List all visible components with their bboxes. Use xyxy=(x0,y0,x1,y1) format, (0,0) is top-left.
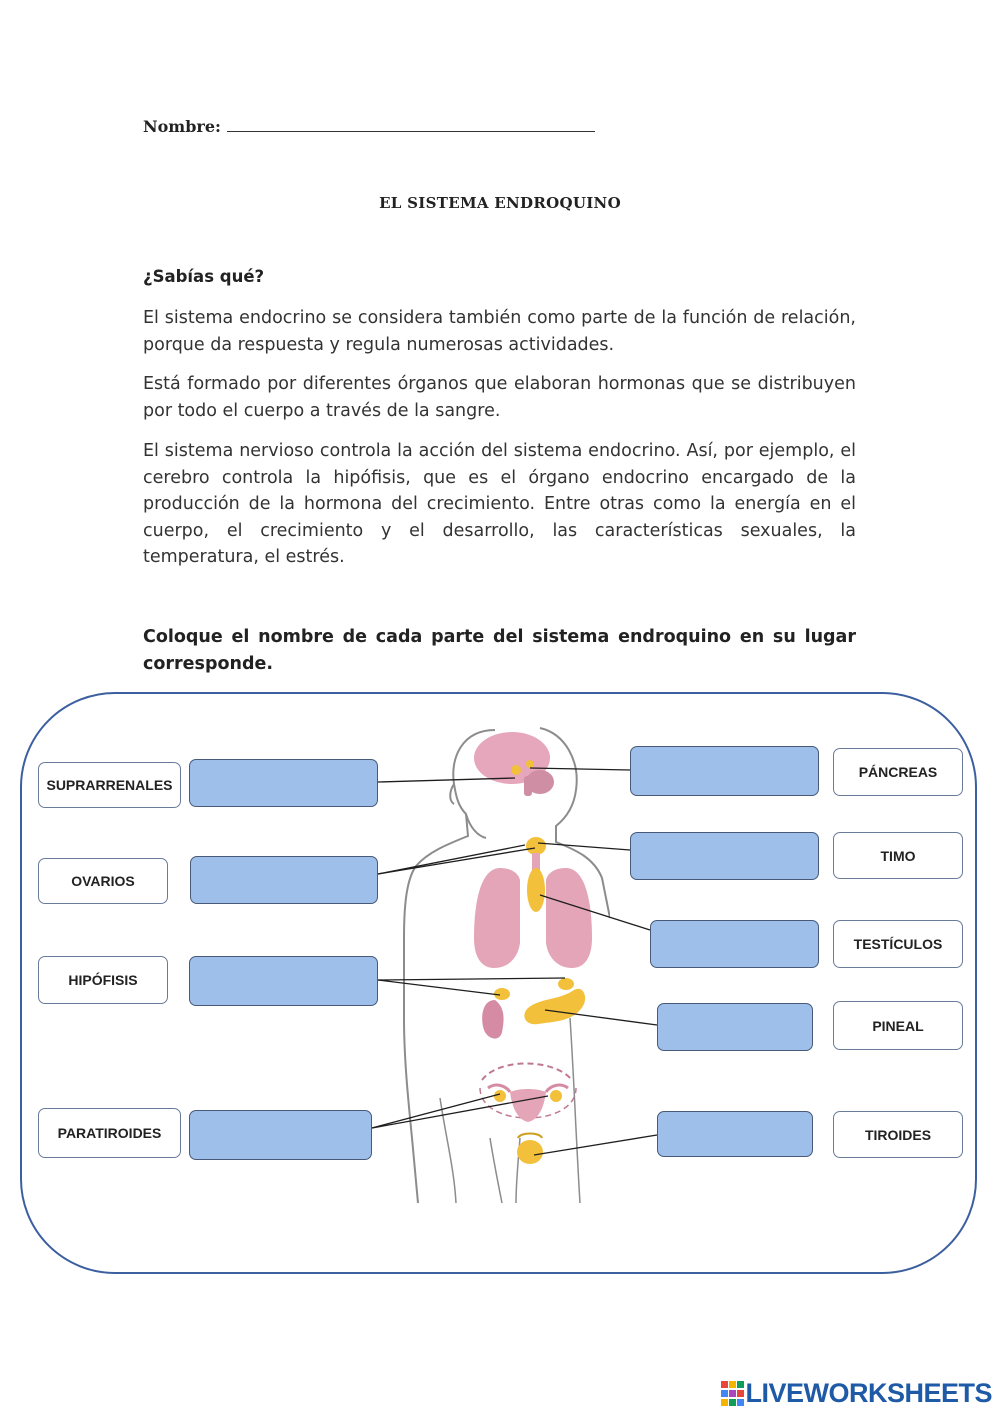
connector-10 xyxy=(372,1094,500,1128)
subheading: ¿Sabías qué? xyxy=(143,267,265,286)
connector-8 xyxy=(378,980,500,995)
connector-11 xyxy=(372,1096,548,1128)
answer-box-right-5[interactable] xyxy=(657,1111,813,1157)
word-pineal[interactable]: PINEAL xyxy=(833,1001,963,1050)
word-timo[interactable]: TIMO xyxy=(833,832,963,879)
word-paratiroides[interactable]: PARATIROIDES xyxy=(38,1108,181,1158)
instruction: Coloque el nombre de cada parte del sistema endroquino en su lugar corresponde. xyxy=(143,627,856,674)
paragraph-3: El sistema nervioso controla la acción del sistema endocrino. Así, por ejemplo, el cerebro controla la hipófisis, que es el órgano endocrino encargado de la producción de la hormona del crecimiento. Entre otras como la energía en el cuerpo, el crecimiento y el desarrollo, las características sexuales, la temperatura, el estrés. xyxy=(143,441,856,567)
word-ovarios[interactable]: OVARIOS xyxy=(38,858,168,904)
connector-4 xyxy=(378,845,525,874)
answer-box-left-3[interactable] xyxy=(189,956,378,1006)
connector-5 xyxy=(538,843,630,850)
connector-9 xyxy=(545,1010,657,1025)
answer-box-right-1[interactable] xyxy=(630,746,819,796)
answer-box-left-1[interactable] xyxy=(189,759,378,807)
word-suprarrenales[interactable]: SUPRARRENALES xyxy=(38,762,181,808)
name-label: Nombre: xyxy=(143,117,221,136)
brand-text: LIVEWORKSHEETS xyxy=(745,1378,992,1408)
connector-2 xyxy=(530,768,630,770)
connector-12 xyxy=(534,1135,657,1155)
answer-box-right-2[interactable] xyxy=(630,832,819,880)
word-pancreas[interactable]: PÁNCREAS xyxy=(833,748,963,796)
answer-box-left-2[interactable] xyxy=(190,856,378,904)
paragraph-2: Está formado por diferentes órganos que elaboran hormonas que se distribuyen por todo el cuerpo a través de la sangre. xyxy=(143,374,856,421)
connector-6 xyxy=(540,895,650,930)
connector-3 xyxy=(378,848,535,874)
brand-icon xyxy=(721,1381,745,1407)
answer-box-left-4[interactable] xyxy=(189,1110,372,1160)
page-title: EL SISTEMA ENDROQUINO xyxy=(379,194,621,212)
answer-box-right-4[interactable] xyxy=(657,1003,813,1051)
word-hipofisis[interactable]: HIPÓFISIS xyxy=(38,956,168,1004)
answer-box-right-3[interactable] xyxy=(650,920,819,968)
connector-1 xyxy=(378,778,515,782)
paragraph-1: El sistema endocrino se considera también como parte de la función de relación, porque da respuesta y regula numerosas actividades. xyxy=(143,308,856,355)
word-tiroides[interactable]: TIROIDES xyxy=(833,1111,963,1158)
connector-7 xyxy=(378,978,565,980)
brand-logo[interactable] xyxy=(721,1378,992,1409)
word-testiculos[interactable]: TESTÍCULOS xyxy=(833,920,963,968)
